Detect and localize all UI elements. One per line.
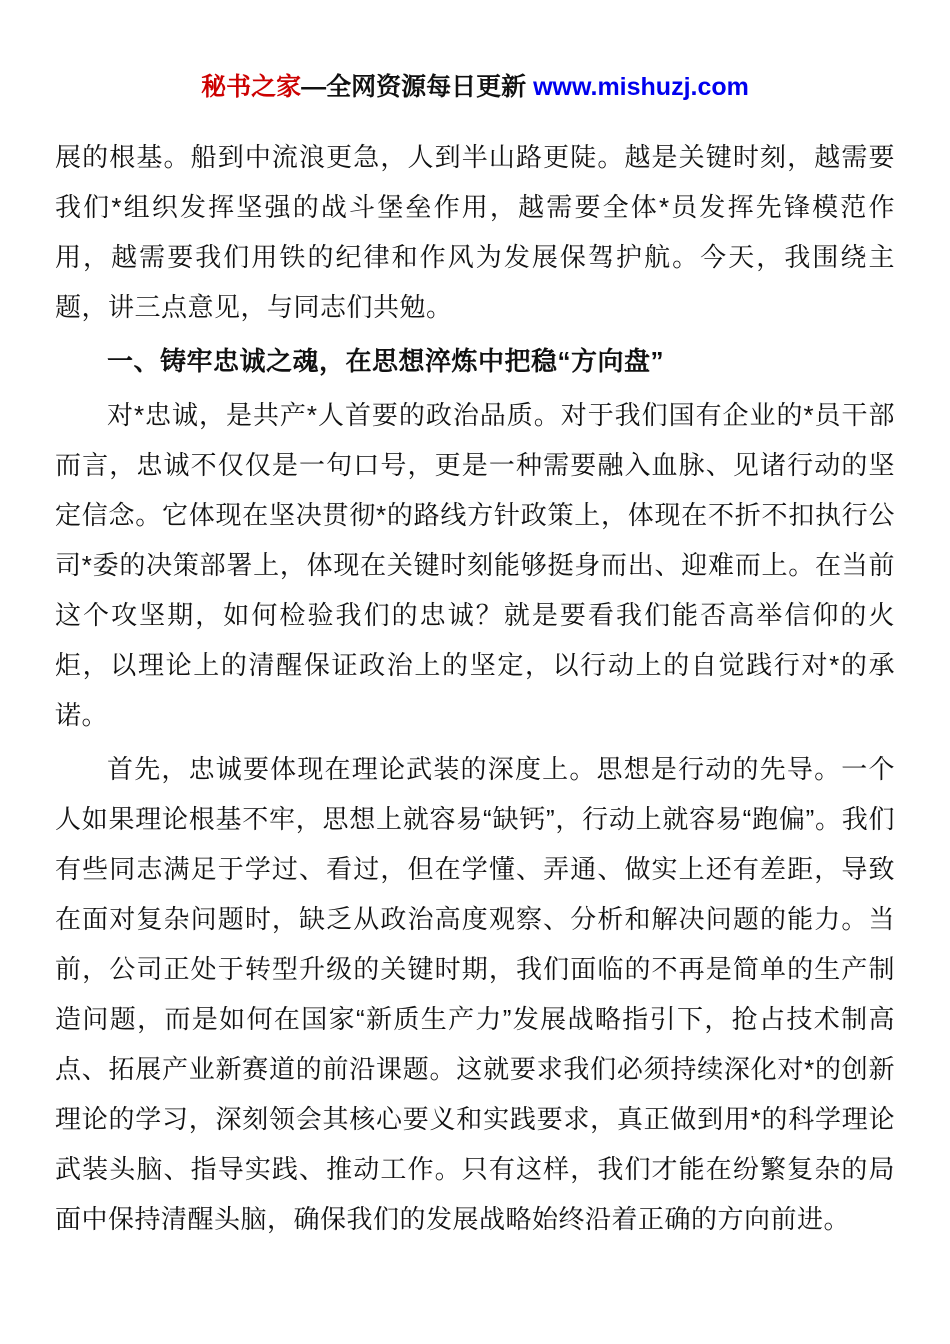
paragraph: 首先，忠诚要体现在理论武装的深度上。思想是行动的先导。一个人如果理论根基不牢，思想上就容易“缺钙”，行动上就容易“跑偏”。我们有些同志满足于学过、看过，但在学懂、弄通、做实上还有差距，导致在面对复杂问题时，缺乏从政治高度观察、分析和解决问题的能力。当前，公司正处于转型升级的关键时期，我们面临的不再是简单的生产制造问题，而是如何在国家“新质生产力”发展战略指引下，抢占技术制高点、拓展产业新赛道的前沿课题。这就要求我们必须持续深化对*的创新理论的学习，深刻领会其核心要义和实践要求，真正做到用*的科学理论武装头脑、指导实践、推动工作。只有这样，我们才能在纷繁复杂的局面中保持清醒头脑，确保我们的发展战略始终沿着正确的方向前进。 xyxy=(55,754,895,1234)
paragraph: 对*忠诚，是共产*人首要的政治品质。对于我们国有企业的*员干部而言，忠诚不仅仅是一句口号，更是一种需要融入血脉、见诸行动的坚定信念。它体现在坚决贯彻*的路线方针政策上，体现在不折不扣执行公司*委的决策部署上，体现在关键时刻能够挺身而出、迎难而上。在当前这个攻坚期，如何检验我们的忠诚？就是要看我们能否高举信仰的火炬，以理论上的清醒保证政治上的坚定，以行动上的自觉践行对*的承诺。 xyxy=(55,400,895,730)
site-url-link[interactable]: www.mishuzj.com xyxy=(533,73,749,101)
section-heading: 一、铸牢忠诚之魂，在思想淬炼中把稳“方向盘” xyxy=(107,346,665,376)
page-header xyxy=(55,70,895,104)
document-body xyxy=(55,132,895,1244)
site-tagline: —全网资源每日更新 xyxy=(301,73,534,101)
paragraph-continuation: 展的根基。船到中流浪更急，人到半山路更陡。越是关键时刻，越需要我们*组织发挥坚强的战斗堡垒作用，越需要全体*员发挥先锋模范作用，越需要我们用铁的纪律和作风为发展保驾护航。今天，我围绕主题，讲三点意见，与同志们共勉。 xyxy=(55,142,895,322)
site-brand: 秘书之家 xyxy=(201,73,302,101)
